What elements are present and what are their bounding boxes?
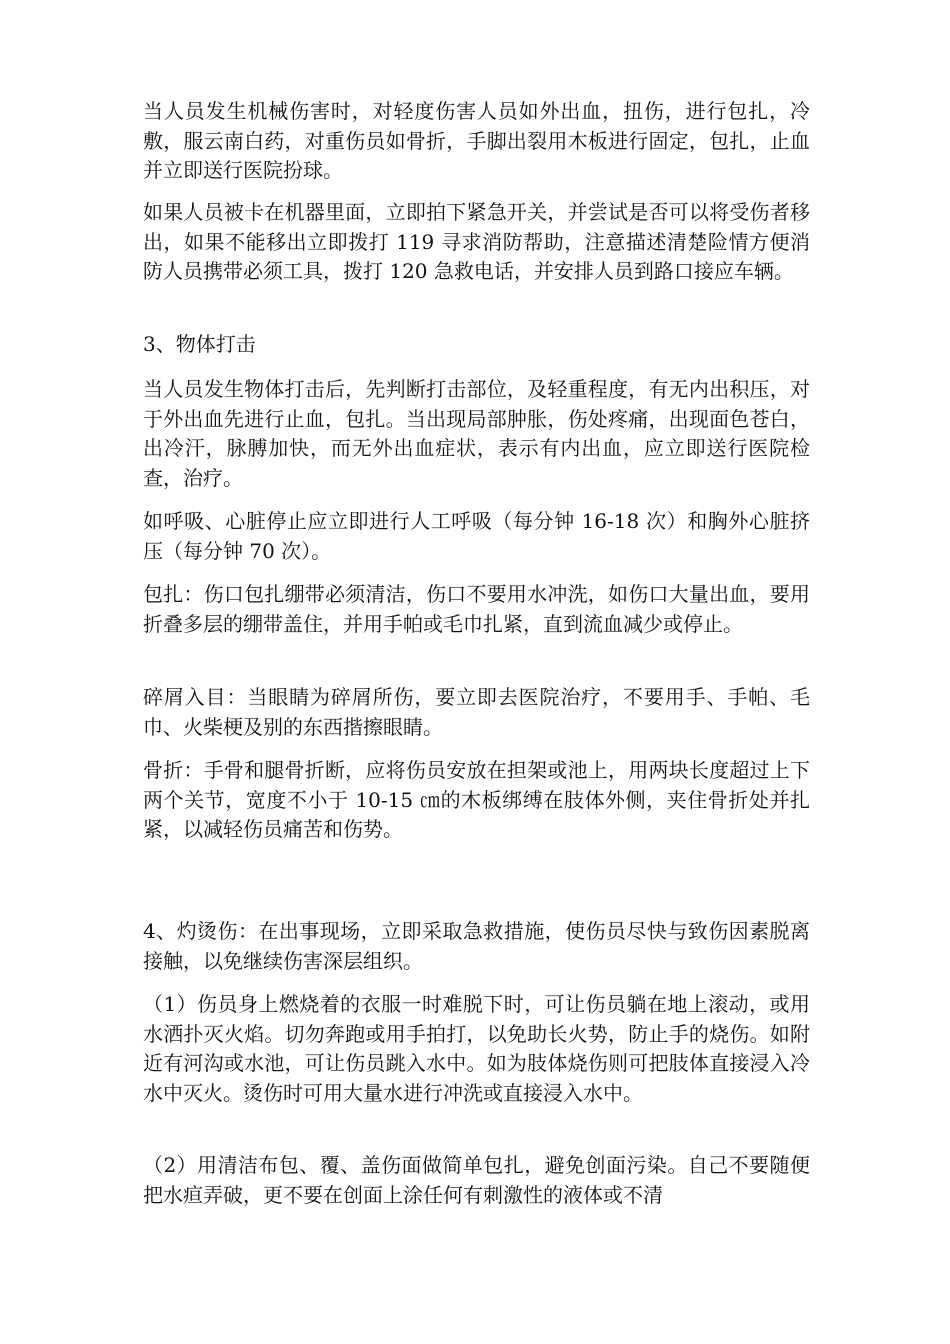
paragraph-bandaging: 包扎：伤口包扎绷带必须清洁，伤口不要用水冲洗，如伤口大量出血，要用折叠多层的绷带盖住，并用手帕或毛巾扎紧，直到流血减少或停止。: [143, 582, 810, 636]
heading-object-strike: 3、物体打击: [143, 332, 256, 356]
paragraph-burns: 4、灼烫伤：在出事现场，立即采取急救措施，使伤员尽快与致伤因素脱离接触，以免继续伤害深层组织。: [143, 919, 810, 973]
paragraph-object-strike: 当人员发生物体打击后，先判断打击部位，及轻重程度，有无内出积压，对于外出血先进行止血，包扎。当出现局部肿胀，伤处疼痛，出现面色苍白，出冷汗，脉膊加快，而无外出血症状，表示有内出血，应立即送行医院检查，治疗。: [143, 377, 810, 490]
paragraph-mechanical-injury: 当人员发生机械伤害时，对轻度伤害人员如外出血，扭伤，进行包扎，冷敷，服云南白药，对重伤员如骨折，手脚出裂用木板进行固定，包扎，止血并立即送行医院扮球。: [143, 99, 810, 182]
paragraph-burns-step-1: （1）伤员身上燃烧着的衣服一时难脱下时，可让伤员躺在地上滚动，或用水洒扑灭火焰。切勿奔跑或用手拍打，以免助长火势，防止手的烧伤。如附近有河沟或水池，可让伤员跳入水中。如为肢体烧伤则可把肢体直接浸入冷水中灭火。烫伤时可用大量水进行冲洗或直接浸入水中。: [143, 992, 810, 1105]
paragraph-debris-in-eye: 碎屑入目：当眼睛为碎屑所伤，要立即去医院治疗，不要用手、手帕、毛巾、火柴梗及别的东西揩擦眼睛。: [143, 685, 810, 739]
paragraph-fracture: 骨折：手骨和腿骨折断，应将伤员安放在担架或池上，用两块长度超过上下两个关节，宽度不小于 10-15 ㎝的木板绑缚在肢体外侧，夹住骨折处并扎紧，以减轻伤员痛苦和伤势。: [143, 758, 810, 841]
paragraph-trapped-in-machine: 如果人员被卡在机器里面，立即拍下紧急开关，并尝试是否可以将受伤者移出，如果不能移出立即拨打 119 寻求消防帮助，注意描述清楚险情方便消防人员携带必须工具，拨打 120 急救电话，并安排人员到路口接应车辆。: [143, 200, 810, 283]
paragraph-burns-step-2: （2）用清洁布包、覆、盖伤面做简单包扎，避免创面污染。自己不要随便把水疸弄破，更不要在创面上涂任何有刺激性的液体或不清: [143, 1153, 810, 1207]
paragraph-cpr: 如呼吸、心脏停止应立即进行人工呼吸（每分钟 16-18 次）和胸外心脏挤压（每分钟 70 次）。: [143, 509, 810, 563]
